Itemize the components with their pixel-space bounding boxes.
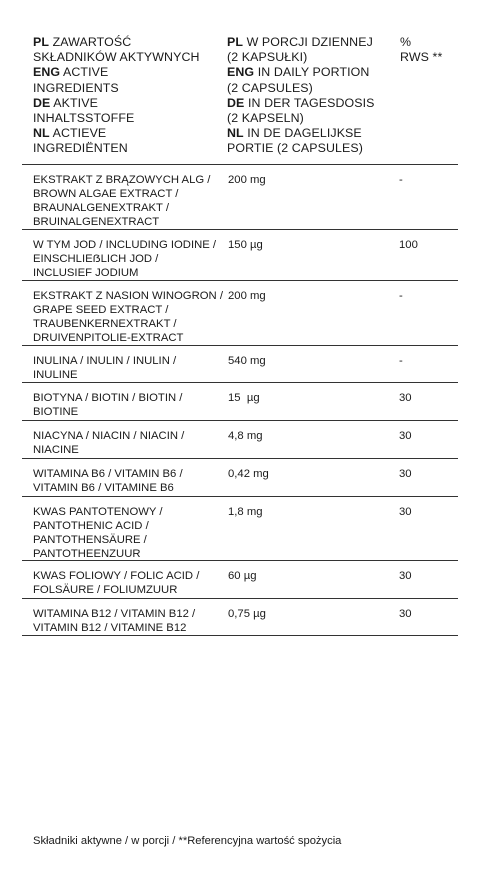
ingredient-amount: 60 µg — [228, 570, 257, 582]
table-row — [22, 599, 458, 636]
ingredient-name-line: PANTOTHENSÄURE / — [33, 533, 147, 546]
ingredient-name — [33, 392, 229, 420]
header-text: (2 CAPSULES) — [227, 80, 313, 95]
table-row — [22, 561, 458, 599]
table-row — [22, 346, 458, 383]
ingredient-name — [33, 174, 229, 230]
ingredient-name-line: EKSTRAKT Z BRĄZOWYCH ALG / — [33, 174, 211, 186]
table-row — [22, 165, 458, 230]
table-row — [22, 459, 458, 497]
ingredient-name — [33, 608, 229, 636]
ingredient-name-line: WITAMINA B12 / VITAMIN B12 / — [33, 608, 196, 620]
ingredient-name-line: PANTOTHEENZUUR — [33, 547, 141, 560]
ingredient-rws-percent: 30 — [399, 392, 412, 404]
header-text: INHALTSSTOFFE — [33, 111, 135, 126]
ingredient-amount: 540 mg — [228, 355, 266, 367]
header-text: IN DE DAGELIJKSE — [243, 126, 362, 141]
header-line — [400, 35, 460, 50]
ingredient-name — [33, 506, 229, 562]
ingredient-name-line: GRAPE SEED EXTRACT / — [33, 303, 169, 316]
header-line — [33, 81, 225, 96]
ingredient-amount: 15 µg — [228, 392, 260, 404]
ingredient-name — [33, 430, 229, 458]
header-text: IN DER TAGESDOSIS — [244, 95, 375, 110]
header-text: % — [400, 35, 412, 49]
header-text: (2 KAPSELN) — [227, 111, 304, 126]
header-rws-column — [400, 35, 460, 65]
table-row — [22, 383, 458, 421]
ingredient-name-line: INCLUSIEF JODIUM — [33, 266, 139, 279]
ingredient-name-line: BROWN ALGAE EXTRACT / — [33, 187, 179, 200]
header-text: IN DAILY PORTION — [254, 65, 370, 80]
language-code: PL — [227, 35, 244, 49]
table-row — [22, 230, 458, 281]
ingredients-table — [22, 165, 458, 636]
header-daily-portion-column — [227, 35, 397, 157]
ingredient-name — [33, 468, 229, 496]
header-line — [33, 96, 225, 111]
ingredient-name — [33, 570, 229, 598]
header-text: ACTIVE — [60, 65, 109, 80]
header-line — [33, 65, 225, 80]
language-code: NL — [33, 126, 50, 141]
ingredient-name-line: PANTOTHENIC ACID / — [33, 519, 149, 532]
language-code: NL — [227, 126, 244, 141]
ingredient-amount: 1,8 mg — [228, 506, 263, 518]
header-text: PORTIE (2 CAPSULES) — [227, 141, 363, 156]
ingredient-name-line: WITAMINA B6 / VITAMIN B6 / — [33, 468, 183, 480]
header-text: INGREDIENTS — [33, 80, 119, 95]
header-ingredients-column — [33, 35, 225, 157]
ingredient-name — [33, 290, 229, 346]
header-line — [227, 126, 397, 141]
header-line — [33, 50, 225, 65]
header-line — [227, 35, 397, 50]
ingredient-name-line: BRAUNALGENEXTRAKT / — [33, 201, 170, 214]
ingredient-name-line: W TYM JOD / INCLUDING IODINE / — [33, 239, 217, 251]
table-row — [22, 497, 458, 561]
header-text: ACTIEVE — [49, 126, 107, 141]
ingredient-rws-percent: 30 — [399, 570, 412, 582]
header-line — [227, 96, 397, 111]
ingredient-name-line: VITAMIN B6 / VITAMINE B6 — [33, 481, 174, 494]
ingredient-rws-percent: - — [399, 174, 403, 186]
ingredient-name-line: FOLSÄURE / FOLIUMZUUR — [33, 583, 178, 596]
ingredient-amount: 4,8 mg — [228, 430, 263, 442]
ingredient-rws-percent: - — [399, 290, 403, 302]
ingredient-name-line: BRUINALGENEXTRACT — [33, 215, 160, 228]
ingredient-name-line: BIOTYNA / BIOTIN / BIOTIN / — [33, 392, 183, 404]
header-line — [227, 111, 397, 126]
footnote: Składniki aktywne / w porcji / **Referencyjna wartość spożycia — [33, 835, 342, 847]
ingredient-rws-percent: 30 — [399, 468, 412, 480]
ingredient-name-line: NIACINE — [33, 443, 79, 456]
ingredient-name — [33, 355, 229, 383]
language-code: ENG — [227, 65, 255, 80]
header-line — [400, 50, 460, 65]
ingredient-name-line: EINSCHLIEẞLICH JOD / — [33, 252, 159, 265]
header-line — [33, 141, 225, 156]
ingredient-name — [33, 239, 229, 281]
header-text: ZAWARTOŚĆ — [49, 35, 132, 49]
header-line — [227, 65, 397, 80]
language-code: ENG — [33, 65, 61, 80]
ingredient-name-line: DRUIVENPITOLIE-EXTRACT — [33, 331, 184, 344]
ingredient-rws-percent: 30 — [399, 608, 412, 620]
header-text: (2 KAPSUŁKI) — [227, 50, 308, 65]
header-line — [227, 141, 397, 156]
header-text: RWS ** — [400, 50, 443, 65]
header-text: SKŁADNIKÓW AKTYWNYCH — [33, 50, 200, 65]
ingredient-name-line: VITAMIN B12 / VITAMINE B12 — [33, 621, 187, 634]
ingredient-name-line: INULINA / INULIN / INULIN / — [33, 355, 177, 367]
header-text: W PORCJI DZIENNEJ — [243, 35, 373, 49]
ingredient-rws-percent: 30 — [399, 506, 412, 518]
table-row — [22, 421, 458, 459]
ingredient-amount: 0,75 µg — [228, 608, 266, 620]
ingredient-amount: 150 µg — [228, 239, 263, 251]
ingredient-name-line: INULINE — [33, 368, 78, 381]
header-line — [227, 50, 397, 65]
language-code: DE — [33, 95, 51, 110]
ingredient-rws-percent: - — [399, 355, 403, 367]
ingredient-amount: 200 mg — [228, 290, 266, 302]
ingredient-name-line: KWAS PANTOTENOWY / — [33, 506, 163, 518]
header-line — [33, 35, 225, 50]
ingredient-rws-percent: 30 — [399, 430, 412, 442]
ingredient-name-line: NIACYNA / NIACIN / NIACIN / — [33, 430, 185, 442]
ingredient-name-line: TRAUBENKERNEXTRAKT / — [33, 317, 177, 330]
language-code: PL — [33, 35, 50, 49]
ingredient-name-line: EKSTRAKT Z NASION WINOGRON / — [33, 290, 223, 302]
ingredient-name-line: BIOTINE — [33, 405, 79, 418]
header-line — [227, 81, 397, 96]
table-row — [22, 281, 458, 346]
header-text: AKTIVE — [50, 95, 98, 110]
header-text: INGREDIËNTEN — [33, 141, 128, 156]
header-line — [33, 111, 225, 126]
header-line — [33, 126, 225, 141]
ingredient-name-line: KWAS FOLIOWY / FOLIC ACID / — [33, 570, 200, 582]
language-code: DE — [227, 95, 245, 110]
ingredient-amount: 200 mg — [228, 174, 266, 186]
ingredient-amount: 0,42 mg — [228, 468, 269, 480]
ingredient-rws-percent: 100 — [399, 239, 418, 251]
table-header — [33, 35, 453, 160]
